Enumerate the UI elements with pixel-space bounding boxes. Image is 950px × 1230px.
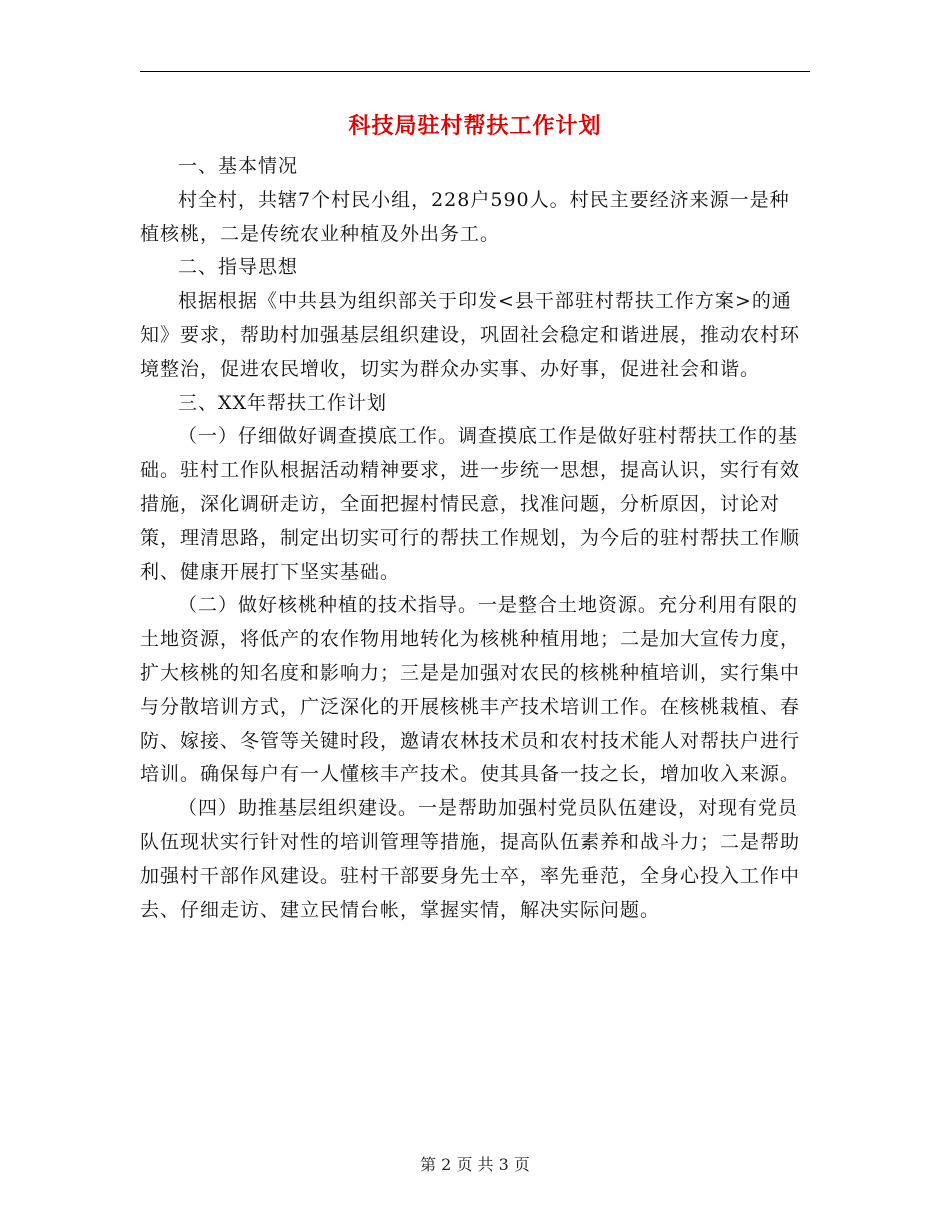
document-body [140, 150, 805, 927]
paragraph-walnut-guidance: （二）做好核桃种植的技术指导。一是整合土地资源。充分利用有限的土地资源，将低产的农作物用地转化为核桃种植用地；二是加大宣传力度，扩大核桃的知名度和影响力；三是是加强对农民的核桃种植培训，实行集中与分散培训方式，广泛深化的开展核桃丰产技术培训工作。在核桃栽植、春防、嫁接、冬管等关键时段，邀请农林技术员和农村技术能人对帮扶户进行培训。确保每户有一人懂核丰产技术。使其具备一技之长，增加收入来源。 [140, 594, 801, 786]
page-number: 第 2 页 共 3 页 [420, 1155, 530, 1174]
paragraph-survey-work: （一）仔细做好调查摸底工作。调查摸底工作是做好驻村帮扶工作的基础。驻村工作队根据活动精神要求，进一步统一思想，提高认识，实行有效措施，深化调研走访，全面把握村情民意，找准问题，分析原因，讨论对策，理清思路，制定出切实可行的帮扶工作规划，为今后的驻村帮扶工作顺利、健康开展打下坚实基础。 [140, 425, 801, 583]
section-heading-work-plan: 三、XX年帮扶工作计划 [178, 391, 388, 414]
paragraph-guiding-ideology: 根据根据《中共县为组织部关于印发<县干部驻村帮扶工作方案>的通知》要求，帮助村加强基层组织建设，巩固社会稳定和谐进展，推动农村环境整治，促进农民增收，切实为群众办实事、办好事，促进社会和谐。 [140, 290, 801, 380]
document-title: 科技局驻村帮扶工作计划 [348, 113, 602, 139]
header-rule [140, 71, 810, 72]
paragraph-basic-situation: 村全村，共辖7个村民小组，228户590人。村民主要经济来源一是种植核桃，二是传统农业种植及外出务工。 [140, 188, 790, 245]
section-heading-guiding-ideology: 二、指导思想 [178, 256, 299, 279]
section-heading-basic-situation: 一、基本情况 [178, 155, 299, 177]
paragraph-grassroots-organization: （四）助推基层组织建设。一是帮助加强村党员队伍建设，对现有党员队伍现状实行针对性的培训管理等措施，提高队伍素养和战斗力；二是帮助加强村干部作风建设。驻村干部要身先士卒，率先垂范，全身心投入工作中去、仔细走访、建立民情台帐，掌握实情，解决实际问题。 [140, 797, 801, 921]
